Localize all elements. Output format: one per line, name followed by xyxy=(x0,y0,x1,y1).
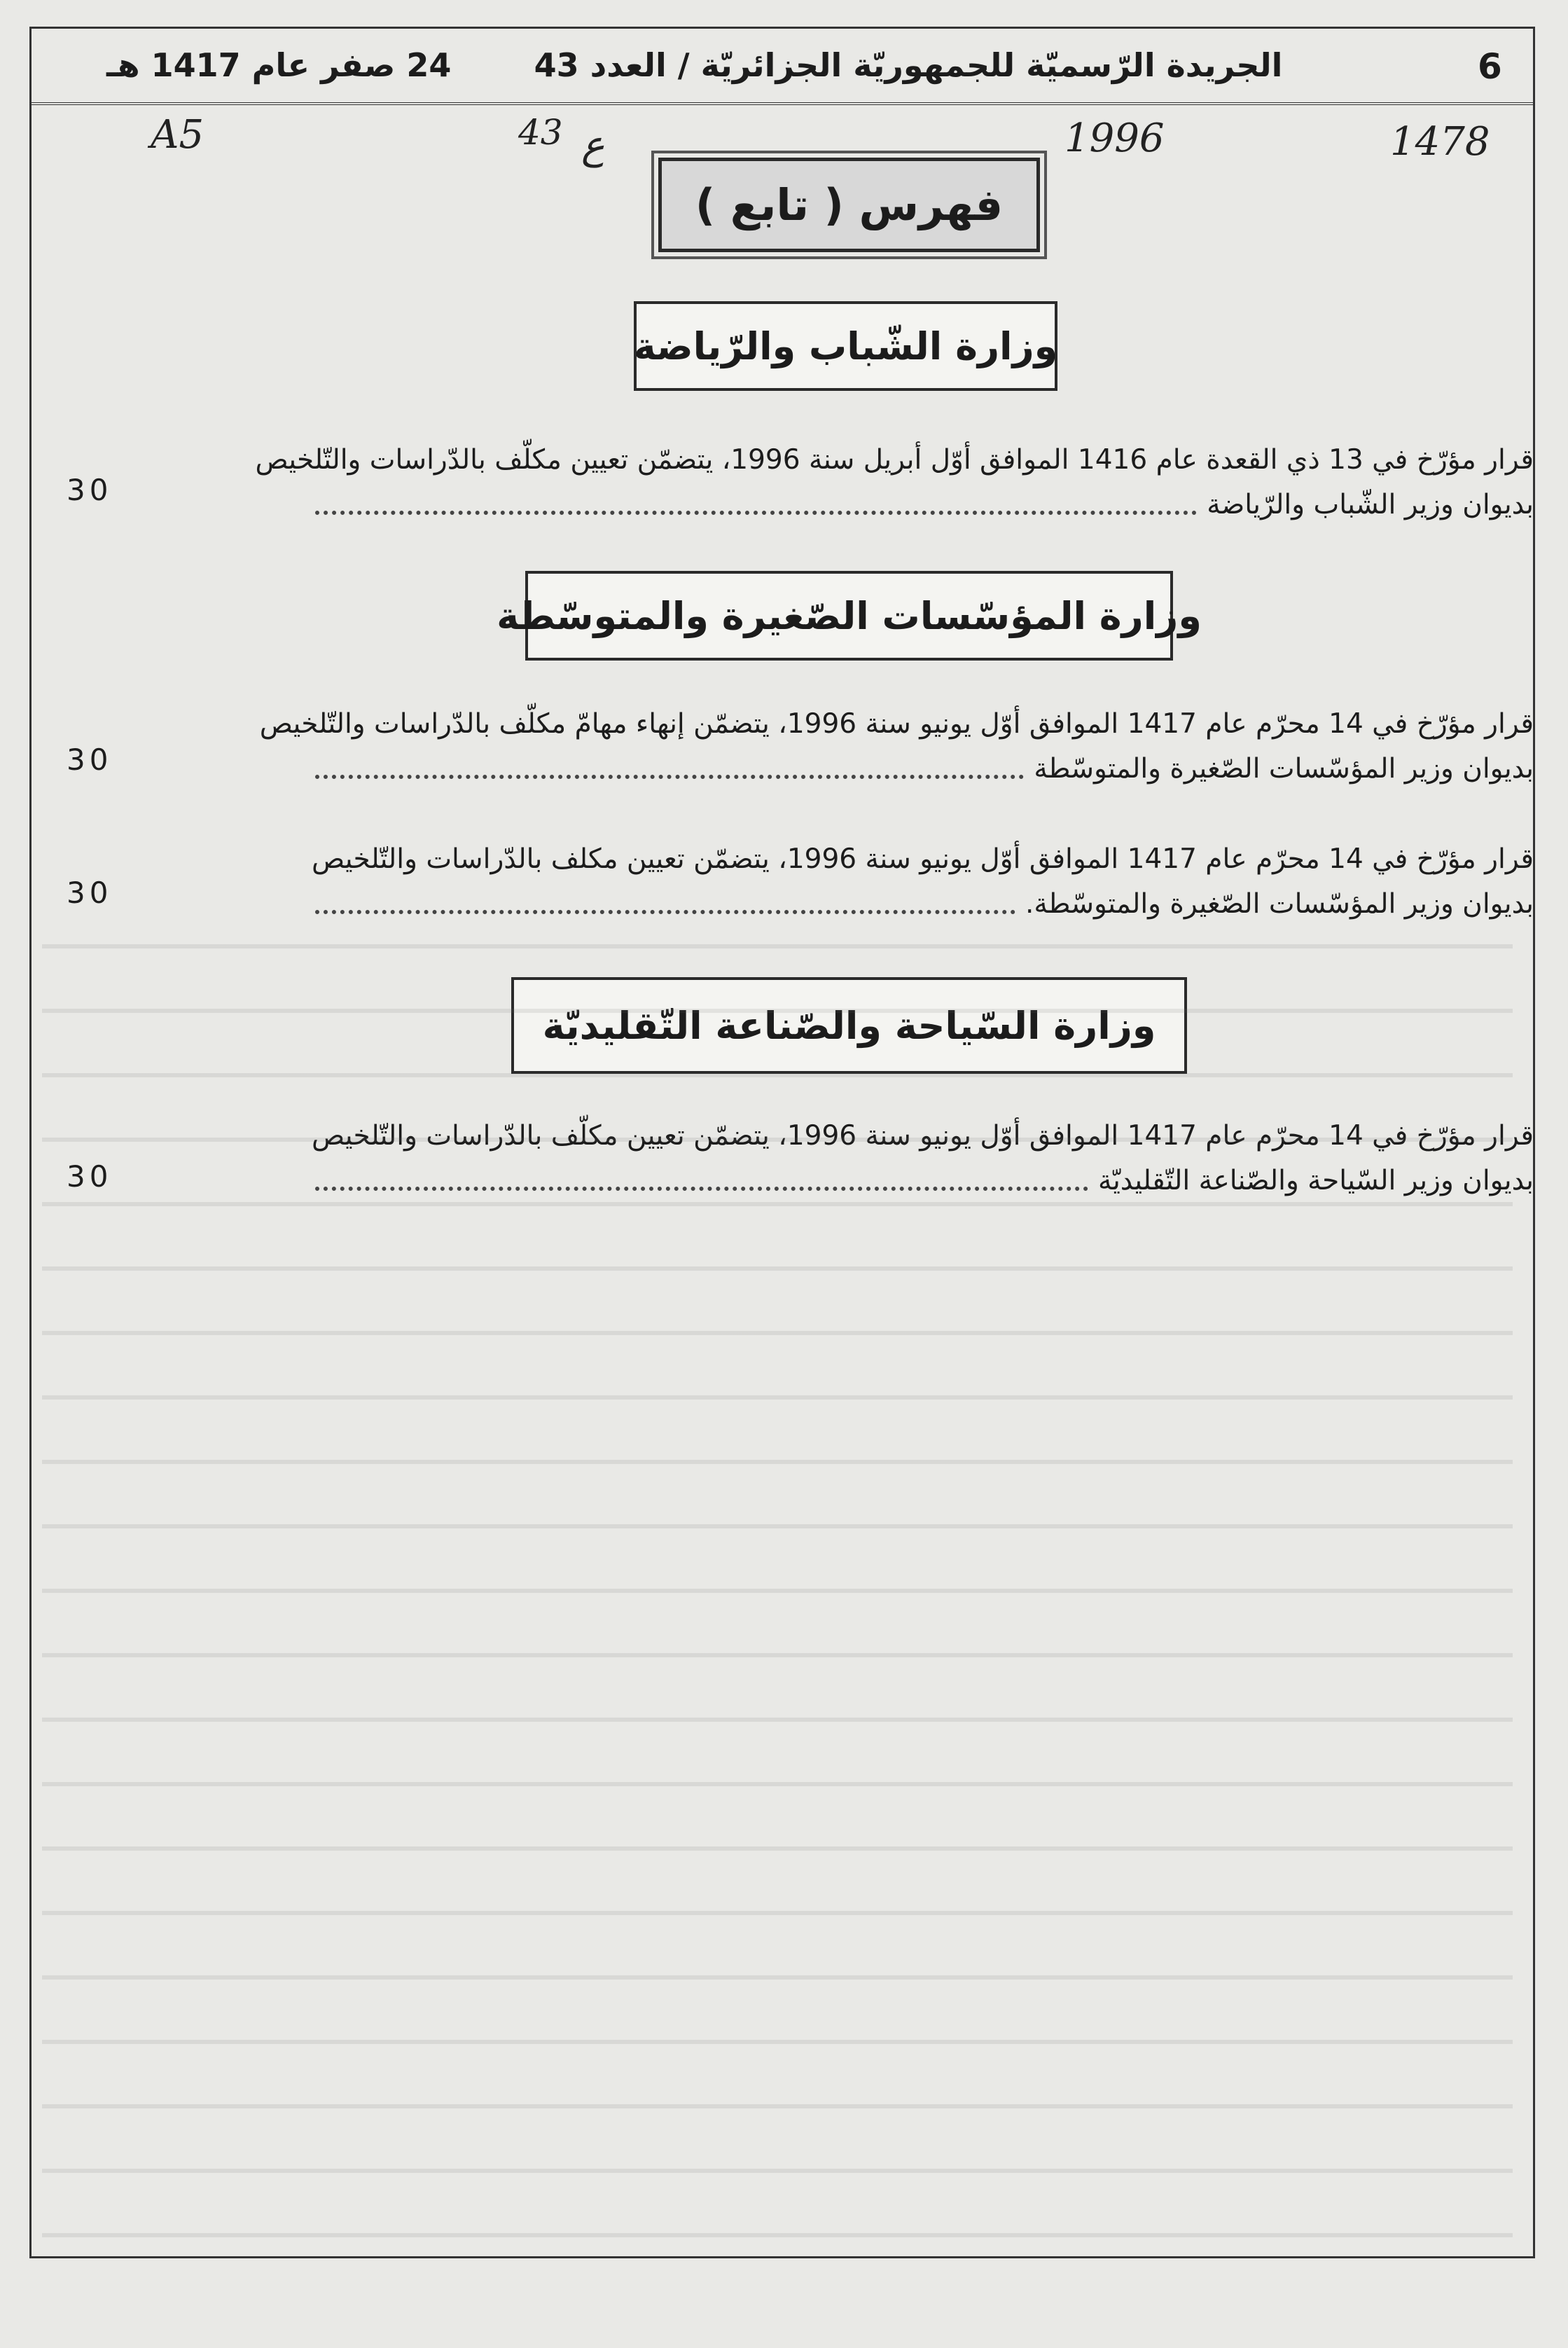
gazette-title: الجريدة الرّسميّة للجمهوريّة الجزائريّة / العدد 43 xyxy=(534,46,1283,84)
handwritten-note-mid1: 43 xyxy=(518,112,563,153)
entry-page-number: 30 xyxy=(67,473,113,507)
page-number: 6 xyxy=(1478,46,1502,87)
section-heading-tourism-crafts: وزارة السّياحة والصّناعة التّقليديّة xyxy=(511,977,1187,1074)
entry-page-number: 30 xyxy=(67,1159,113,1194)
index-title: فهرس ( تابع ) xyxy=(695,179,1004,230)
index-entry: قرار مؤرّخ في 13 ذي القعدة عام 1416 الموافق أوّل أبريل سنة 1996، يتضمّن تعيين مكلّف بالدّراسات والتّلخيص بديوان وزير الشّباب والرّياضة xyxy=(255,444,1534,520)
handwritten-year: 1996 xyxy=(1064,116,1165,161)
handwritten-note-mid2: ع xyxy=(581,123,605,168)
section-heading-youth-sports: وزارة الشّباب والرّياضة xyxy=(634,301,1057,391)
section-heading-small-medium-enterprises: وزارة المؤسّسات الصّغيرة والمتوسّطة xyxy=(525,571,1173,661)
show-through-texture xyxy=(42,911,1513,2242)
entry-page-number: 30 xyxy=(67,743,113,777)
leader-dots xyxy=(315,747,1024,779)
index-title-box xyxy=(658,158,1040,252)
leader-dots xyxy=(315,483,1197,515)
handwritten-note-left: A5 xyxy=(151,112,204,158)
index-entry: قرار مؤرّخ في 14 محرّم عام 1417 الموافق أوّل يونيو سنة 1996، يتضمّن إنهاء مهامّ مكلّف بالدّراسات والتّلخيص بديوان وزير المؤسّسات الصّغيرة والمتوسّطة xyxy=(259,708,1534,785)
index-entry: قرار مؤرّخ في 14 محرّم عام 1417 الموافق أوّل يونيو سنة 1996، يتضمّن تعيين مكلّف بالدّراسات والتّلخيص بديوان وزير السّياحة والصّناعة التّقليديّة xyxy=(311,1120,1534,1196)
index-entry: قرار مؤرّخ في 14 محرّم عام 1417 الموافق أوّل يونيو سنة 1996، يتضمّن تعيين مكلف بالدّراسات والتّلخيص بديوان وزير المؤسّسات الصّغيرة والمتوسّطة. xyxy=(311,843,1534,920)
handwritten-note-right: 1478 xyxy=(1390,119,1490,165)
leader-dots xyxy=(315,882,1015,914)
page-header xyxy=(29,27,1535,105)
issue-date: 24 صفر عام 1417 هـ xyxy=(106,46,452,84)
entry-page-number: 30 xyxy=(67,876,113,910)
